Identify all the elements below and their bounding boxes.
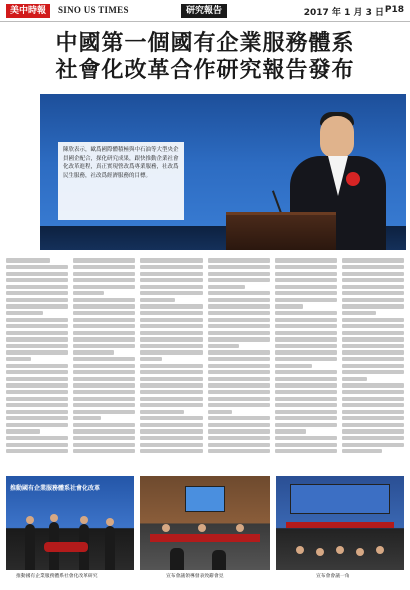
person-head xyxy=(198,524,206,532)
person-head xyxy=(162,524,170,532)
newspaper-english-name: SINO US TIMES xyxy=(58,5,129,15)
photo-strip xyxy=(6,476,404,579)
person-figure xyxy=(25,524,35,570)
person-head xyxy=(376,546,384,554)
speaker-head xyxy=(320,116,354,158)
newspaper-logo: 美中時報 xyxy=(6,4,50,18)
person-head xyxy=(26,516,34,524)
red-corsage-icon xyxy=(346,172,360,186)
person-figure xyxy=(105,526,115,570)
section-label: 研究報告 xyxy=(181,4,227,18)
person-head xyxy=(106,518,114,526)
article-column-5 xyxy=(275,256,337,472)
hero-caption: 陳欣表示，歐爲國際體積極與中石油等大型央企員國企配合，探化研究成果，跟快推動企業社會化改革進程，真正實現營改爲專業服務，社改爲民生服務，社改爲經濟服務的目標。 xyxy=(58,142,184,220)
microphone-icon xyxy=(272,190,282,213)
stage-backdrop xyxy=(290,484,390,514)
headline-line-1: 中國第一個國有企業服務體系 xyxy=(55,31,355,56)
person-head xyxy=(316,548,324,556)
issue-date: 2017 年 1 月 3 日 xyxy=(303,8,384,18)
article-column-4 xyxy=(208,256,270,472)
stage-table xyxy=(286,522,394,528)
page-number: P18 xyxy=(384,5,404,15)
article-body xyxy=(6,256,404,472)
article-column-2 xyxy=(73,256,135,472)
person-head xyxy=(236,524,244,532)
article-column-1 xyxy=(6,256,68,472)
ceremony-stand xyxy=(44,542,88,552)
photo-ceremony xyxy=(6,476,134,570)
person-head xyxy=(356,548,364,556)
person-figure xyxy=(170,548,184,570)
headline-line-2: 社會化改革合作研究報告發布 xyxy=(55,58,355,83)
podium xyxy=(226,212,336,250)
photo-caption-left: 推動國有企業服務體系社會化改革研究 xyxy=(16,574,98,579)
projection-screen xyxy=(185,486,225,512)
photo-caption-middle: 宣布會議領導發表致辭會見 xyxy=(166,574,224,579)
conference-table xyxy=(150,534,260,542)
article-column-6 xyxy=(342,256,404,472)
article-column-3 xyxy=(140,256,202,472)
headline xyxy=(14,30,396,84)
photo-banner-text: 推動國有企業服務體系社會化改革 xyxy=(10,485,101,492)
photo-conference-venue xyxy=(276,476,404,570)
photo-caption-right: 宣布會會議一角 xyxy=(316,574,350,579)
photo-meeting-room xyxy=(140,476,270,570)
person-figure xyxy=(212,550,226,570)
person-head xyxy=(50,514,58,522)
person-head xyxy=(296,546,304,554)
masthead xyxy=(0,0,410,22)
person-head xyxy=(336,546,344,554)
person-head xyxy=(80,516,88,524)
